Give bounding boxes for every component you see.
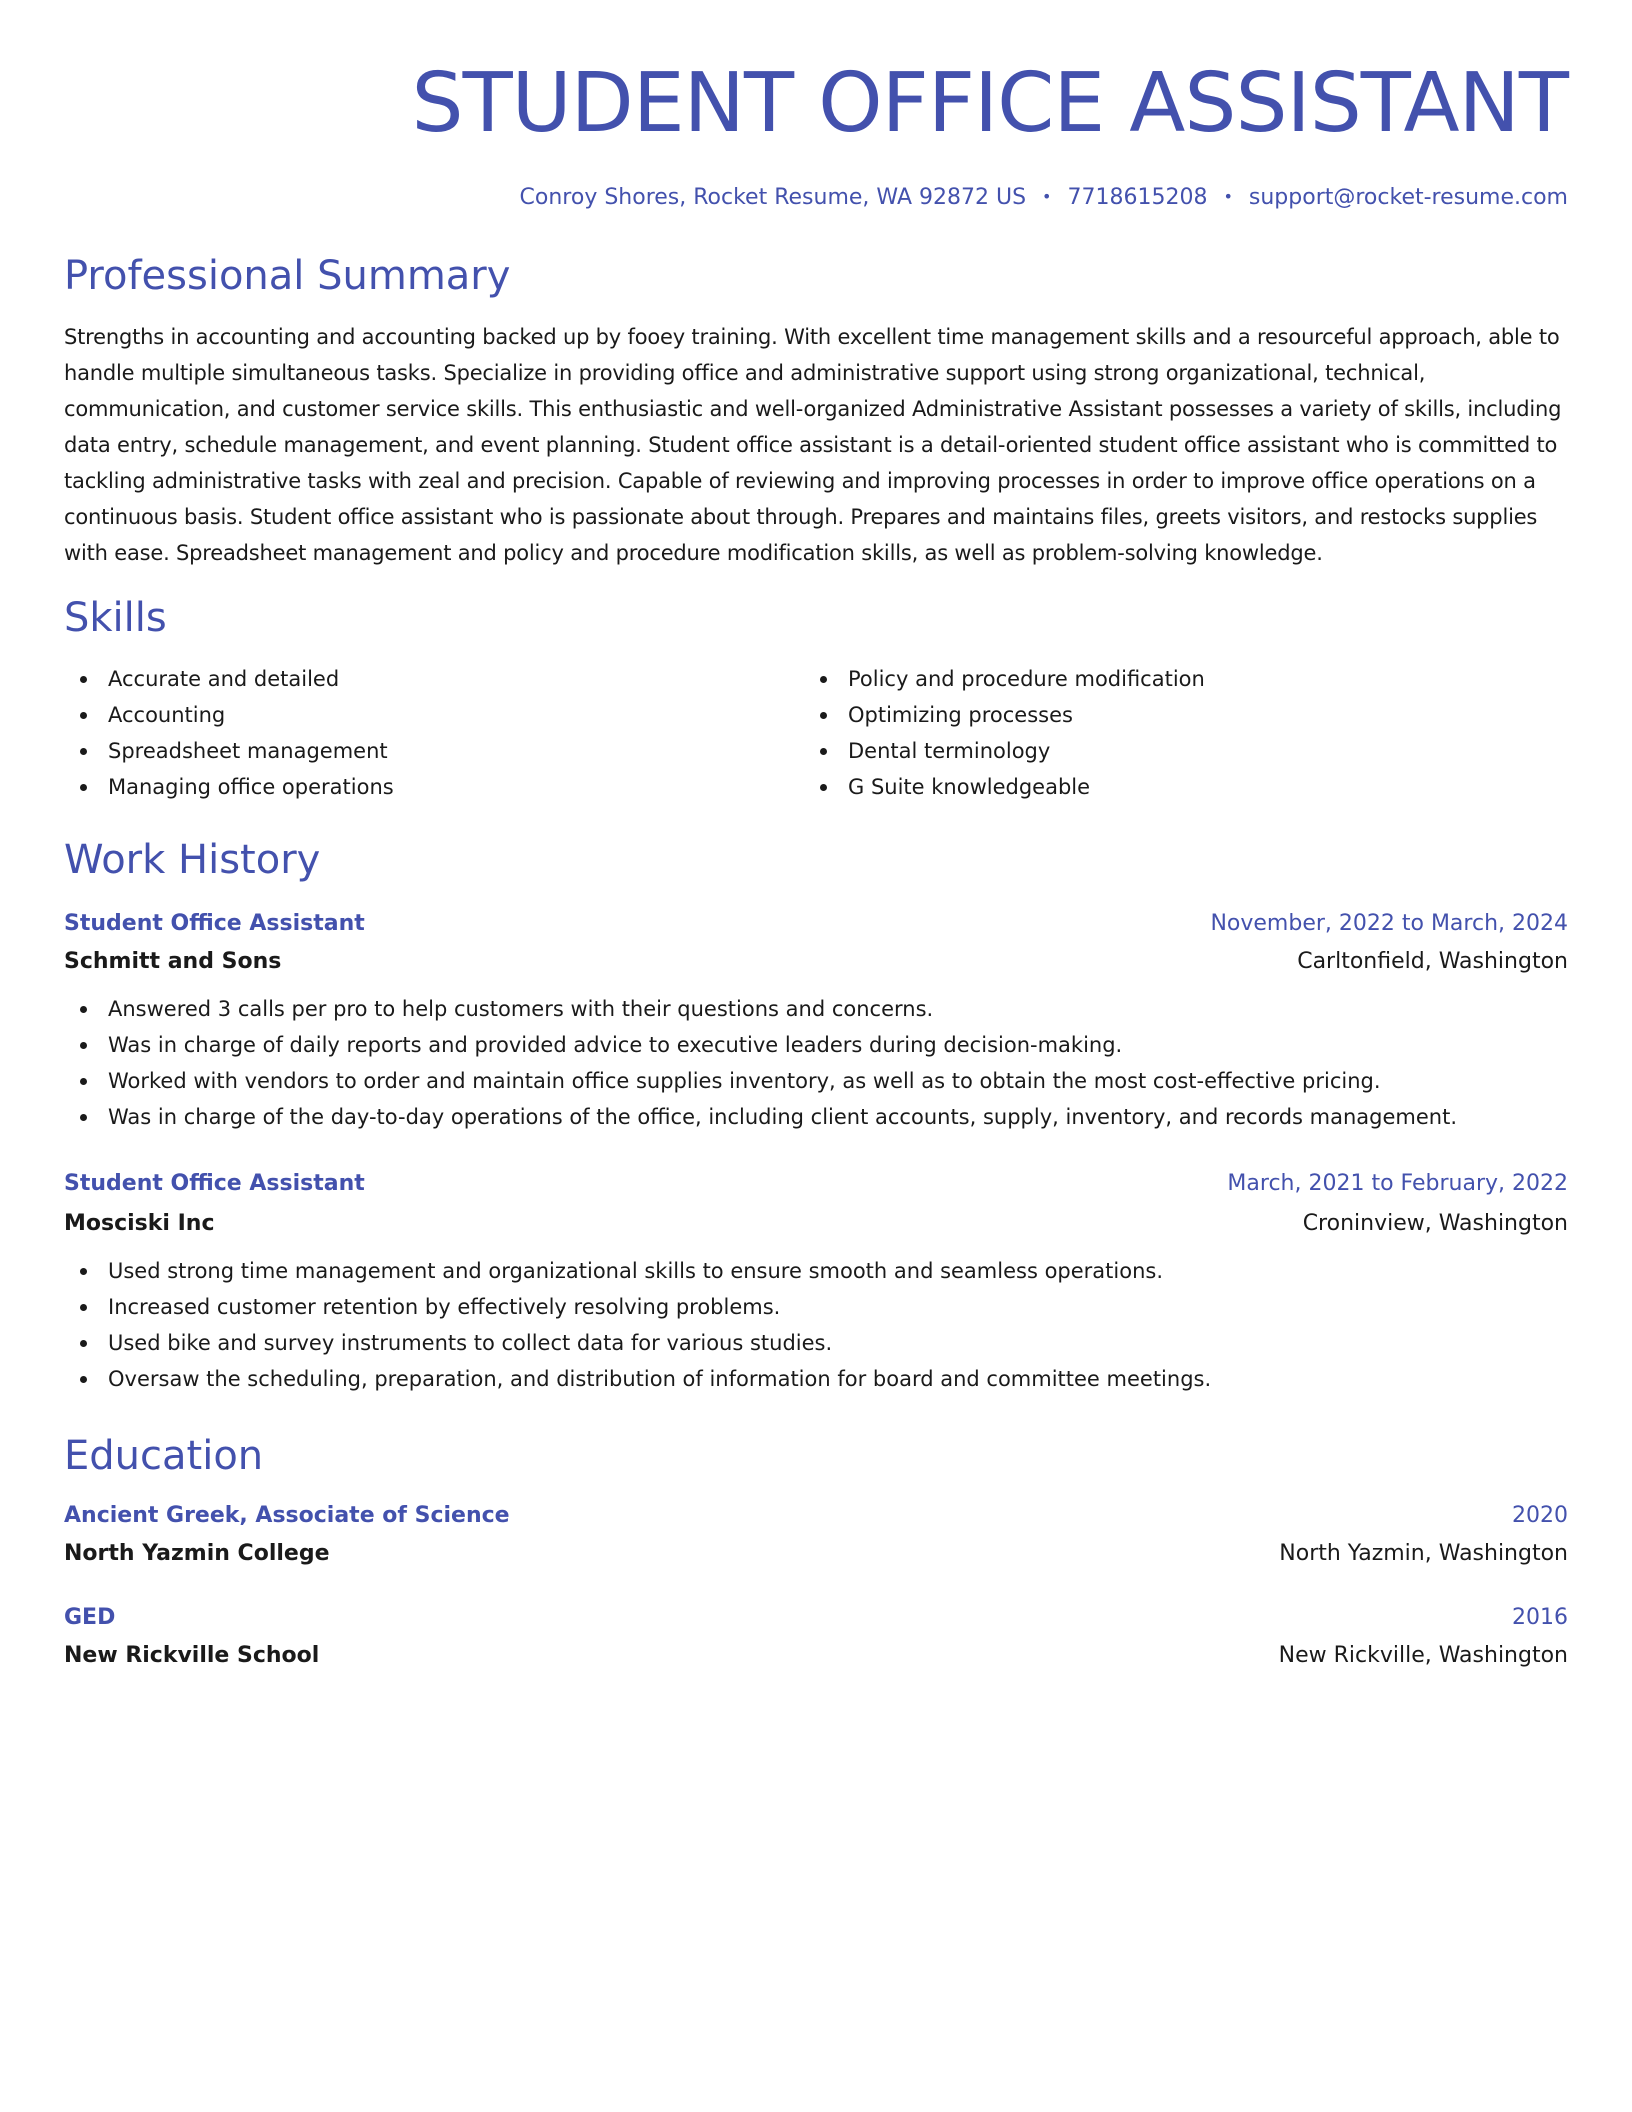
degree-name: Ancient Greek, Associate of Science xyxy=(64,1503,510,1528)
education-entry xyxy=(64,1501,1568,1569)
education-entry xyxy=(64,1603,1568,1671)
company-name: Mosciski Inc xyxy=(64,1211,215,1236)
school-name: New Rickville School xyxy=(64,1643,320,1668)
skill-item: Accurate and detailed xyxy=(64,661,804,697)
skill-item: G Suite knowledgeable xyxy=(804,769,1544,805)
education-heading: Education xyxy=(64,1433,264,1479)
job-duty: Increased customer retention by effectively resolving problems. xyxy=(64,1289,1568,1325)
job-location: Croninview, Washington xyxy=(1302,1211,1568,1236)
contact-address: Conroy Shores, Rocket Resume, WA 92872 US xyxy=(519,185,1027,210)
job-dates: November, 2022 to March, 2024 xyxy=(1210,911,1568,936)
job-title: Student Office Assistant xyxy=(64,911,365,936)
job-duty: Worked with vendors to order and maintain office supplies inventory, as well as to obtain the most cost-effective pricing. xyxy=(64,1063,1568,1099)
job-duty: Was in charge of the day-to-day operations of the office, including client accounts, supply, inventory, and records management. xyxy=(64,1099,1568,1135)
school-location: New Rickville, Washington xyxy=(1278,1643,1568,1668)
work-entry-header xyxy=(64,1169,1568,1199)
job-duty: Answered 3 calls per pro to help customers with their questions and concerns. xyxy=(64,991,1568,1027)
contact-phone: 7718615208 xyxy=(1067,185,1208,210)
skill-item: Spreadsheet management xyxy=(64,733,804,769)
job-title: Student Office Assistant xyxy=(64,1171,365,1196)
education-entry-header xyxy=(64,1603,1568,1633)
work-entry-subheader xyxy=(64,1209,1568,1239)
degree-name: GED xyxy=(64,1605,116,1630)
job-duty: Was in charge of daily reports and provided advice to executive leaders during decision-making. xyxy=(64,1027,1568,1063)
job-duty: Used strong time management and organizational skills to ensure smooth and seamless operations. xyxy=(64,1253,1568,1289)
work-entry-subheader xyxy=(64,947,1568,977)
summary-heading: Professional Summary xyxy=(64,253,511,299)
education-entry-subheader xyxy=(64,1539,1568,1569)
skills-heading: Skills xyxy=(64,595,167,641)
skill-item: Dental terminology xyxy=(804,733,1544,769)
job-duties-list xyxy=(64,1253,1568,1397)
job-duties-list xyxy=(64,991,1568,1135)
skills-grid xyxy=(64,661,1568,805)
school-location: North Yazmin, Washington xyxy=(1279,1541,1568,1566)
education-entry-subheader xyxy=(64,1641,1568,1671)
contact-email: support@rocket-resume.com xyxy=(1248,185,1568,210)
job-duty: Oversaw the scheduling, preparation, and distribution of information for board and committee meetings. xyxy=(64,1361,1568,1397)
work-entry-header xyxy=(64,909,1568,939)
school-name: North Yazmin College xyxy=(64,1541,330,1566)
skill-item: Managing office operations xyxy=(64,769,804,805)
graduation-year: 2020 xyxy=(1512,1503,1568,1528)
company-name: Schmitt and Sons xyxy=(64,949,282,974)
contact-separator: • xyxy=(1223,187,1233,206)
skills-column-left xyxy=(64,661,804,805)
contact-line xyxy=(64,182,1568,213)
skill-item: Policy and procedure modification xyxy=(804,661,1544,697)
skill-item: Accounting xyxy=(64,697,804,733)
work-entry xyxy=(64,1169,1568,1397)
job-dates: March, 2021 to February, 2022 xyxy=(1227,1171,1568,1196)
job-duty: Used bike and survey instruments to collect data for various studies. xyxy=(64,1325,1568,1361)
summary-text: Strengths in accounting and accounting backed up by fooey training. With excellent time management skills and a resourceful approach, able to handle multiple simultaneous tasks. Specialize in providing office and administrative support using strong organizational, technical, communication, and customer service skills. This enthusiastic and well-organized Administrative Assistant possesses a variety of skills, including data entry, schedule management, and event planning. Student office assistant is a detail-oriented student office assistant who is committed to tackling administrative tasks with zeal and precision. Capable of reviewing and improving processes in order to improve office operations on a continuous basis. Student office assistant who is passionate about through. Prepares and maintains files, greets visitors, and restocks supplies with ease. Spreadsheet management and policy and procedure modification skills, as well as problem-solving knowledge. xyxy=(64,325,1562,565)
resume-title: STUDENT OFFICE ASSISTANT xyxy=(411,56,1568,151)
work-entry xyxy=(64,909,1568,1135)
job-location: Carltonfield, Washington xyxy=(1297,949,1568,974)
graduation-year: 2016 xyxy=(1512,1605,1568,1630)
work-history-heading: Work History xyxy=(64,837,321,883)
skill-item: Optimizing processes xyxy=(804,697,1544,733)
skills-column-right xyxy=(804,661,1544,805)
education-entry-header xyxy=(64,1501,1568,1531)
contact-separator: • xyxy=(1042,187,1052,206)
